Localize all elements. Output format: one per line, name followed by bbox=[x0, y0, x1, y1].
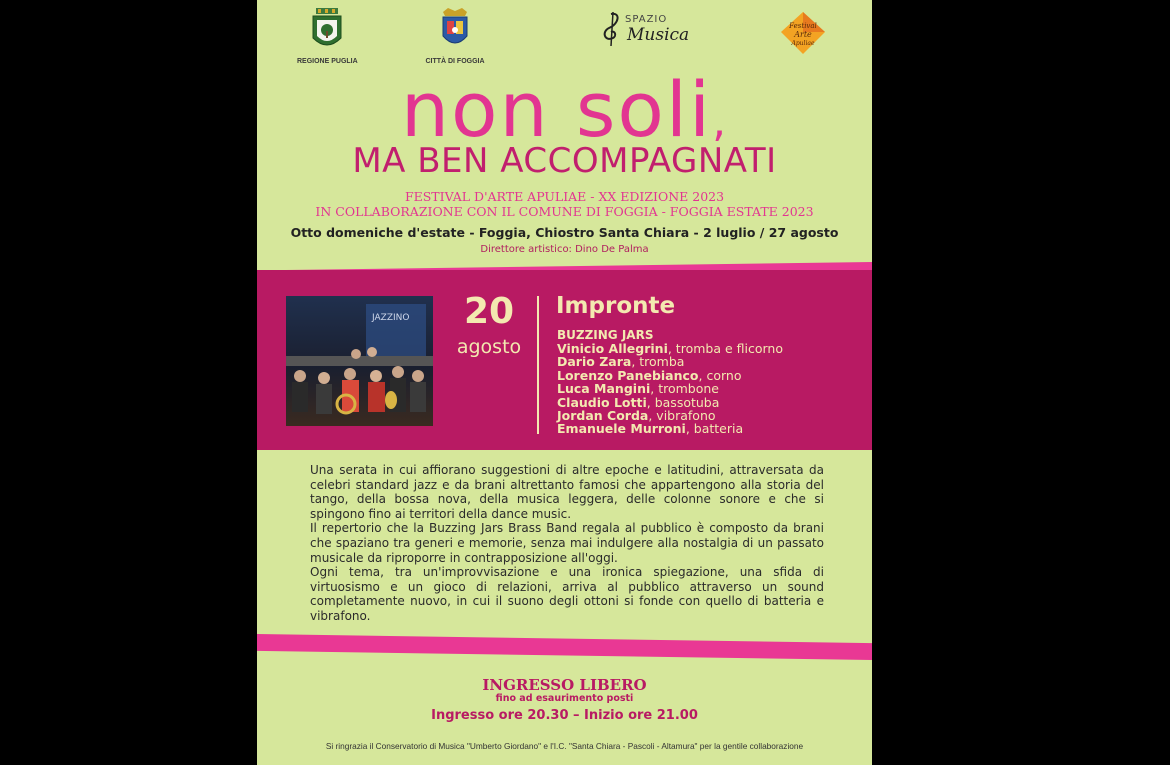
date-divider bbox=[537, 296, 539, 434]
free-entry-title: INGRESSO LIBERO bbox=[482, 676, 647, 694]
member-role: , batteria bbox=[685, 421, 744, 437]
member-name: Luca Mangini bbox=[557, 381, 651, 397]
spazio-word: SPAZIO bbox=[625, 14, 668, 25]
band-photo bbox=[286, 296, 433, 426]
description-paragraph: Ogni tema, tra un'improvvisazione e una ironica spiegazione, una sfida di virtuosismo e un gioco di relazioni, arriva al pubblico attraverso un sound completamente nuovo, in cui il suono degli ottoni si fonde con quello di batteria e vibrafono. bbox=[310, 565, 824, 623]
regione-puglia-caption: REGIONE PUGLIA bbox=[297, 58, 358, 65]
artistic-director: Direttore artistico: Dino De Palma bbox=[480, 244, 649, 255]
member-role: , tromba bbox=[631, 354, 685, 370]
member-role: , bassotuba bbox=[646, 394, 720, 410]
apuliae-word: Apuliae bbox=[791, 40, 815, 47]
list-item bbox=[557, 422, 783, 435]
event-day: 20 bbox=[463, 291, 515, 332]
festival-arte-apuliae-logo bbox=[775, 8, 831, 60]
event-description bbox=[310, 463, 824, 624]
description-paragraph: Una serata in cui affiorano suggestioni di altre epoche e latitudini, attraversata da celebri standard jazz e da brani altrettanto famosi che appartengono alla storia del tango, della bossa nova, della musica leggera, delle colonne sonore e che si spingono fino ai territori della dance music. bbox=[310, 463, 824, 521]
list-item bbox=[557, 409, 783, 422]
member-name: Claudio Lotti bbox=[557, 394, 647, 410]
member-role: , corno bbox=[698, 367, 742, 383]
member-role: , vibrafono bbox=[648, 408, 716, 424]
collaboration-line: IN COLLABORAZIONE CON IL COMUNE DI FOGGIA - FOGGIA ESTATE 2023 bbox=[315, 204, 814, 219]
member-name: Jordan Corda bbox=[557, 408, 649, 424]
entry-times: Ingresso ore 20.30 – Inizio ore 21.00 bbox=[431, 708, 698, 723]
main-title-text: non soli bbox=[400, 65, 713, 154]
main-title bbox=[257, 65, 872, 154]
band-photo-image bbox=[286, 296, 433, 426]
free-entry-note: fino ad esaurimento posti bbox=[495, 693, 634, 704]
event-title: Impronte bbox=[556, 293, 676, 319]
regione-puglia-logo bbox=[297, 8, 357, 65]
member-name: Dario Zara bbox=[557, 354, 632, 370]
photo-sign: JAZZINO bbox=[372, 313, 410, 323]
main-title-comma: , bbox=[712, 96, 729, 147]
list-item bbox=[557, 369, 783, 382]
member-name: Emanuele Murroni bbox=[557, 421, 686, 437]
member-name: Vinicio Allegrini bbox=[557, 341, 668, 356]
schedule-line: Otto domeniche d'estate - Foggia, Chiostro Santa Chiara - 2 luglio / 27 agosto bbox=[290, 225, 839, 240]
citta-di-foggia-caption: CITTÀ DI FOGGIA bbox=[425, 58, 485, 65]
list-item bbox=[557, 382, 783, 395]
member-name: Lorenzo Panebianco bbox=[557, 367, 699, 383]
member-role: , trombone bbox=[650, 381, 719, 397]
poster bbox=[257, 0, 872, 765]
musica-script: Musica bbox=[627, 25, 690, 45]
festival-word: Festival bbox=[789, 22, 817, 30]
subtitle: MA BEN ACCOMPAGNATI bbox=[352, 141, 777, 181]
list-item bbox=[557, 355, 783, 368]
event-month: agosto bbox=[456, 336, 522, 358]
band-name: BUZZING JARS bbox=[557, 328, 654, 342]
regione-puglia-crest-icon bbox=[309, 8, 345, 52]
bottom-stripe bbox=[257, 634, 872, 660]
foggia-crest-icon bbox=[438, 8, 472, 52]
citta-di-foggia-logo bbox=[415, 8, 495, 65]
list-item bbox=[557, 342, 783, 355]
description-paragraph: Il repertorio che la Buzzing Jars Brass Band regala al pubblico è composto da brani che spaziano tra generi e memorie, senza mai indulgere alla nostalgia di un passato musicale da riproporre in contrapposizione all'oggi. bbox=[310, 521, 824, 565]
members-list bbox=[557, 342, 783, 436]
member-role: , tromba e flicorno bbox=[667, 341, 783, 356]
spazio-musica-logo bbox=[597, 8, 697, 52]
spazio-musica-icon bbox=[597, 8, 697, 48]
festival-edition: FESTIVAL D'ARTE APULIAE - XX EDIZIONE 2023 bbox=[404, 189, 725, 204]
list-item bbox=[557, 396, 783, 409]
arte-word: Arte bbox=[794, 30, 812, 39]
acknowledgements: Si ringrazia il Conservatorio di Musica "Umberto Giordano" e l'I.C. "Santa Chiara - Pascoli - Altamura" per la gentile collaborazione bbox=[325, 741, 804, 751]
festival-diamond-icon bbox=[777, 8, 829, 56]
